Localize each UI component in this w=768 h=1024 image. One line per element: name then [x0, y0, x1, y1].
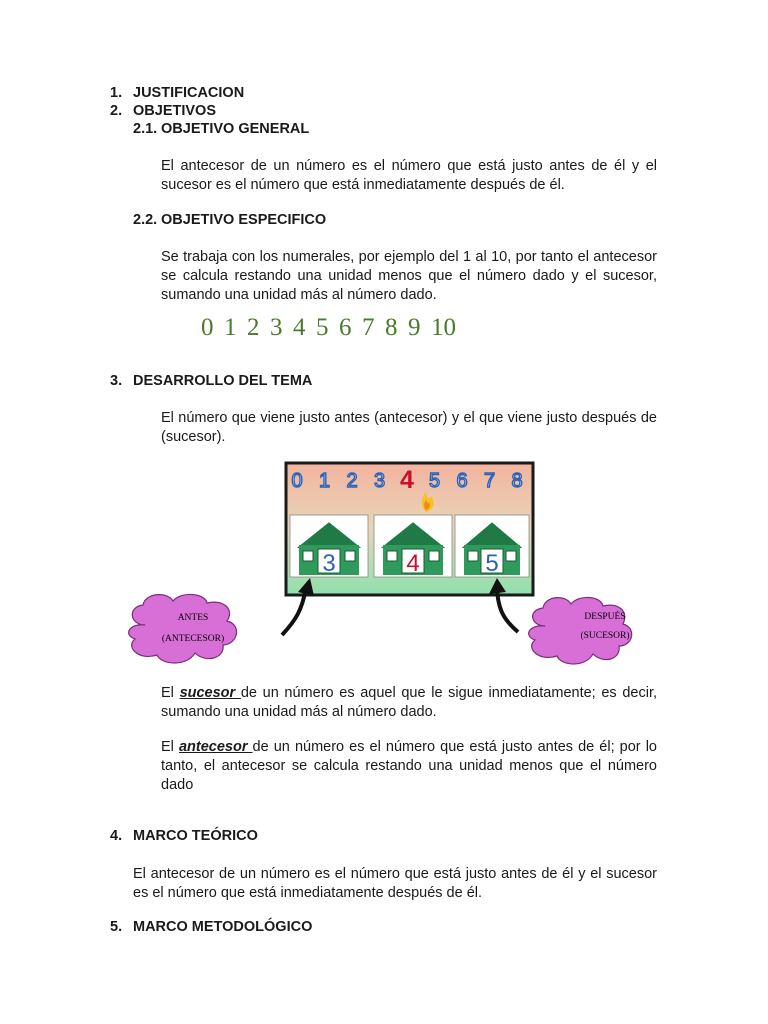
sucesor-text: de un número es aquel que le sigue inmediatamente; es decir, sumando una unidad más al número dado. [161, 685, 657, 720]
heading-text: MARCO TEÓRICO [133, 828, 258, 844]
figure-top-number: 8 [511, 470, 523, 492]
paragraph-objetivo-general: El antecesor de un número es el número que está justo antes de él y el sucesor es el número que está inmediatamente después de él. [161, 158, 657, 193]
figure-top-number: 4 [400, 466, 414, 494]
figure-top-numbers [291, 466, 522, 494]
number-line-item: 3 [270, 314, 283, 341]
antecesor-sucesor-figure [120, 460, 660, 680]
sucesor-keyword: sucesor [179, 685, 241, 701]
number-line-item: 4 [293, 314, 306, 341]
figure-top-number: 0 [291, 470, 303, 492]
cloud-left [129, 594, 237, 663]
paragraph-marco-teorico: El antecesor de un número es el número que está justo antes de él y el sucesor es el número que está inmediatamente después de él. [133, 866, 657, 901]
heading-number: 2. [110, 103, 123, 119]
sucesor-prefix: El [161, 685, 180, 701]
figure-houses [290, 515, 529, 577]
figure-top-number: 1 [318, 470, 331, 492]
number-line-item: 2 [247, 314, 260, 341]
house-number: 4 [406, 550, 420, 577]
figure-top-number: 3 [373, 470, 386, 492]
paragraph-antecesor [161, 738, 657, 795]
cloud-left-line1: ANTES [177, 613, 209, 623]
house-icon [290, 515, 368, 577]
figure-top-number: 5 [428, 470, 441, 492]
cloud-right-line1: DESPUÉS [584, 612, 626, 622]
number-line-item: 9 [408, 314, 421, 341]
antecesor-prefix: El [161, 739, 179, 755]
heading-text: OBJETIVOS [133, 103, 216, 119]
number-line-item: 7 [362, 314, 375, 341]
house-number: 3 [322, 550, 336, 577]
figure-top-number: 7 [483, 470, 496, 492]
heading-number: 5. [110, 919, 123, 935]
heading-text: MARCO METODOLÓGICO [133, 919, 313, 935]
figure-top-number: 2 [346, 470, 358, 492]
heading-number: 4. [110, 828, 123, 844]
paragraph-desarrollo: El número que viene justo antes (antecesor) y el que viene justo después de (sucesor). [161, 410, 657, 445]
antecesor-text: de un número es el número que está justo antes de él; por lo tanto, el antecesor se calcula restando una unidad menos que el número dado [161, 739, 657, 793]
heading-number: 1. [110, 85, 123, 101]
house-number: 5 [485, 550, 499, 577]
heading-text: JUSTIFICACION [133, 85, 245, 101]
number-line [201, 314, 601, 342]
number-line-item: 0 [201, 314, 214, 341]
number-line-item: 6 [339, 314, 352, 341]
heading-text: OBJETIVO GENERAL [161, 121, 310, 137]
house-icon [374, 515, 452, 577]
heading-text: OBJETIVO ESPECIFICO [161, 212, 327, 228]
number-line-item: 8 [385, 314, 398, 341]
figure-top-number: 6 [456, 470, 468, 492]
house-icon [455, 515, 529, 577]
cloud-right [529, 597, 632, 664]
cloud-right-line2: (SUCESOR) [580, 631, 630, 641]
antecesor-keyword: antecesor [178, 739, 253, 755]
number-line-item: 10 [431, 314, 456, 341]
paragraph-objetivo-especifico: Se trabaja con los numerales, por ejemplo del 1 al 10, por tanto el antecesor se calcula restando una unidad menos que el número dado y el sucesor, sumando una unidad más al número dado. [161, 249, 657, 303]
heading-number: 3. [110, 373, 123, 389]
cloud-left-line2: (ANTECESOR) [161, 634, 225, 644]
number-line-item: 1 [224, 314, 237, 341]
heading-text: DESARROLLO DEL TEMA [133, 373, 313, 389]
heading-number: 2.1. [133, 121, 158, 137]
number-line-item: 5 [316, 314, 329, 341]
paragraph-sucesor [161, 684, 657, 722]
heading-number: 2.2. [133, 212, 158, 228]
